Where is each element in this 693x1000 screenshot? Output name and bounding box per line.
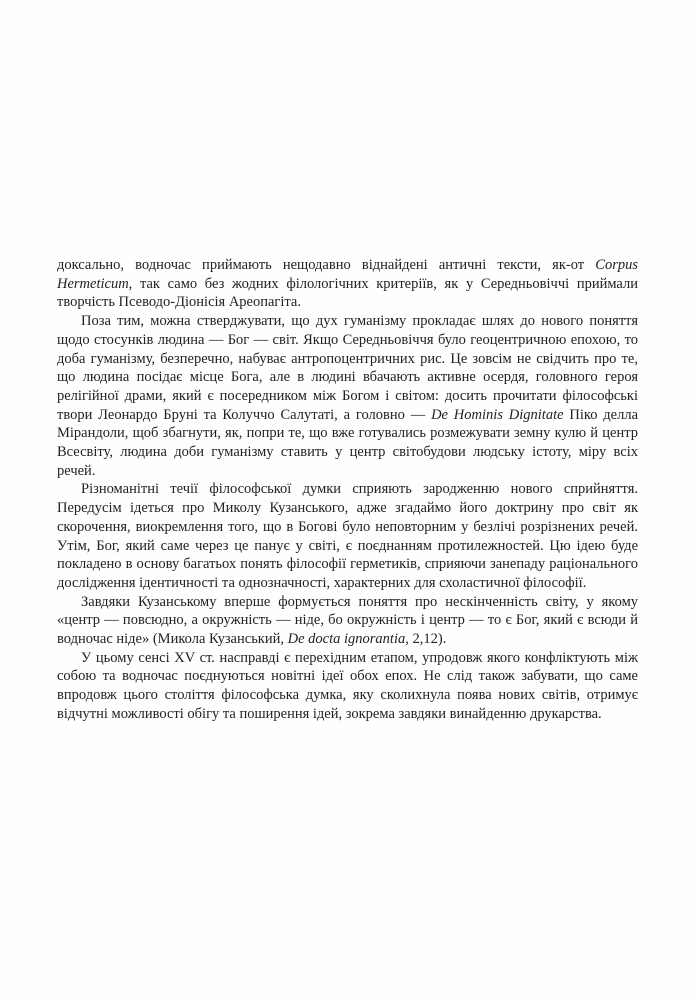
italic-latin-phrase: De Hominis Dignitate [431,406,564,423]
text-run: , 2,12). [405,631,447,648]
paragraph-2 [57,312,638,480]
text-block [57,256,638,724]
italic-latin-phrase: Corpus Hermeticum [57,257,638,292]
text-run: Завдяки Кузанському вперше формується поняття про нескінченність світу, у якому «центр — повсюдно, а окружність — ніде, бо окружність і центр — то є Бог, який є всюди й водночас ніде» (Микола Кузанський, [57,593,638,648]
text-run: У цьому сенсі XV ст. насправді є перехідним етапом, упродовж якого конфліктують між собою та водночас поєднуються новітні ідеї обох епох. Не слід також забувати, що саме впродовж цього століття філософська думка, яку сколихнула поява нових світів, отримує відчутні можливості обігу та поширення ідей, зокрема завдяки винайденню друкарства. [57,649,638,722]
italic-latin-phrase: De docta ignorantia [287,631,406,648]
paragraph-5 [57,649,638,724]
text-run: Піко делла Мірандоли, щоб збагнути, як, попри те, що вже готувались розмежувати земну кулю й центр Всесвіту, людина доби гуманізму ставить у центр світобудови людську істоту, міру всіх речей. [57,406,639,479]
paragraph-3 [57,480,638,592]
text-run: доксально, водночас приймають нещодавно віднайдені античні тексти, як-от [57,257,596,273]
text-run: , так само без жодних філологічних критеріїв, як у Середньовіччі приймали творчість Псеводо-Діонісія Ареопагіта. [57,275,638,311]
text-run: Поза тим, можна стверджувати, що дух гуманізму прокладає шлях до нового поняття щодо стосунків людина — Бог — світ. Якщо Середньовіччя було геоцентричною епохою, то доба гуманізму, безперечно, набуває антропоцентричних рис. Це зовсім не свідчить про те, що людина посідає місце Бога, але в людині вбачають активне осердя, головного героя релігійної драми, який є посередником між Богом і світом: досить прочитати філософські твори Леонардо Бруні та Колуччо Салутаті, а головно — [57,313,638,423]
text-run: Різноманітні течії філософської думки сприяють зародженню нового сприйняття. Передусім ідеться про Миколу Кузанського, адже згадаймо його доктрину про світ як скорочення, виокремлення того, що в Богові було неповторним у безлічі розрізнених речей. Утім, Бог, який саме через це панує у світі, є поєднанням протилежностей. Цю ідею буде покладено в основу багатьох понять філософії герметиків, сприяючи занепаду раціонального дослідження ідентичності та однозначності, характерних для схоластичної філософії. [57,481,638,591]
paragraph-4 [57,593,638,649]
paragraph-1 [57,256,638,312]
